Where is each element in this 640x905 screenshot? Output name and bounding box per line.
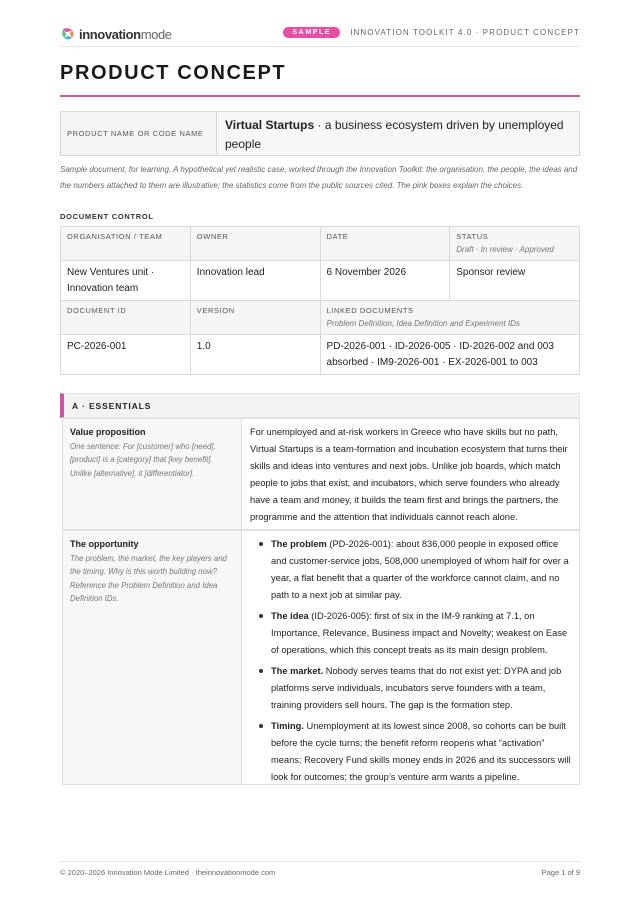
- linked-docs-hint: Problem Definition, Idea Definition and Experiment IDs: [326, 319, 520, 328]
- version-value: 1.0: [190, 335, 320, 375]
- bullet-text: (ID-2026-005): first of six in the IM-9 ranking at 7.1, on Importance, Relevance, Business impact and Novelty; weakest on Ease of operations, which this concept treats as its main design problem.: [271, 611, 568, 655]
- linked-docs-label-text: LINKED DOCUMENTS: [326, 306, 414, 315]
- opportunity-list: [250, 536, 571, 786]
- bullet-text: (PD-2026-001): about 836,000 people in exposed office and customer-service jobs, 508,000 unemployed of whom half for over a year, a flat benefit that a quarter of the workforce cannot claim, and no path to a next job at similar pay.: [271, 539, 569, 600]
- logo-text: [79, 27, 172, 42]
- opportunity-label: The opportunity: [70, 539, 139, 549]
- value-proposition-hint: One sentence: For [customer] who [need], [product] is a [category] that [key benefit]. Unlike [alternative], it [differentiator].: [70, 442, 216, 478]
- footer-divider: [60, 861, 580, 862]
- version-label: VERSION: [190, 301, 320, 335]
- bullet-lead: The problem: [271, 539, 327, 549]
- opportunity-hint: The problem, the market, the key players and the timing. Why is this worth building now? Reference the Problem Definition and Idea Definition IDs.: [70, 554, 227, 604]
- status-options: Draft · In review · Approved: [456, 245, 554, 254]
- bullet-lead: The market.: [271, 666, 324, 676]
- bullet-text: Unemployment at its lowest since 2008, so cohorts can be built before the cycle turns; the benefit reform reopens what “activation” means; Recovery Fund skills money ends in 2026 and its successors will look for outcomes; the group’s venture arm wants a pipeline.: [271, 721, 571, 782]
- header-right: [283, 27, 580, 38]
- linked-docs-label: [320, 301, 579, 335]
- logo-brand-bold: innovation: [79, 26, 141, 42]
- product-name-value: [217, 112, 579, 155]
- org-label: ORGANISATION / TEAM: [61, 227, 191, 261]
- status-value: Sponsor review: [450, 261, 580, 301]
- sample-badge: SAMPLE: [283, 27, 340, 38]
- header-divider: [60, 46, 580, 47]
- product-name-box: [60, 111, 580, 156]
- table-row: [61, 261, 580, 301]
- section-a-header: [60, 393, 580, 418]
- status-label: [450, 227, 580, 261]
- product-name: Virtual Startups: [225, 118, 315, 132]
- value-proposition-text: For unemployed and at-risk workers in Greece who have skills but no path, Virtual Startups is a team-formation and incubation ecosystem that turns their skills and ideas into ventures and next jobs. Unlike job boards, which match people to jobs that exist, and incubators, which serve founders who already have a team and money, it builds the team first and brings the partners, the programme and the attention that individuals cannot reach alone.: [250, 427, 568, 522]
- product-name-separator: ·: [314, 118, 325, 132]
- opportunity-content: [242, 531, 579, 784]
- doc-id-label: DOCUMENT ID: [61, 301, 191, 335]
- product-tagline: a business ecosystem driven by unemployed people: [225, 118, 564, 151]
- org-value: New Ventures unit · Innovation team: [61, 261, 191, 301]
- document-control-heading: DOCUMENT CONTROL: [60, 212, 154, 221]
- title-rule: [60, 95, 580, 97]
- footer-copyright: © 2020–2026 Innovation Mode Limited · theinnovationmode.com: [60, 868, 276, 877]
- logo-icon: [60, 26, 76, 42]
- doc-id-value: PC-2026-001: [61, 335, 191, 375]
- value-proposition-label: Value proposition: [70, 427, 146, 437]
- table-row: [61, 335, 580, 375]
- list-item: [250, 718, 571, 786]
- status-label-text: STATUS: [456, 232, 489, 241]
- opportunity-label-cell: [63, 531, 242, 784]
- logo: [60, 24, 172, 44]
- page-title: PRODUCT CONCEPT: [60, 62, 287, 84]
- toolkit-label: INNOVATION TOOLKIT 4.0 · PRODUCT CONCEPT: [350, 28, 580, 37]
- table-row: [61, 227, 580, 261]
- bullet-lead: Timing.: [271, 721, 304, 731]
- list-item: [250, 663, 571, 714]
- date-label: DATE: [320, 227, 450, 261]
- value-proposition-row: [62, 418, 580, 530]
- bullet-text: Nobody serves teams that do not exist yet: DYPA and job platforms serve individuals, incubators serve founders with a team, training providers sell hours. The gap is the formation step.: [271, 666, 562, 710]
- section-a-title: A · ESSENTIALS: [72, 401, 152, 411]
- owner-value: Innovation lead: [190, 261, 320, 301]
- list-item: [250, 608, 571, 659]
- value-proposition-label-cell: [63, 419, 242, 529]
- linked-docs-value: PD-2026-001 · ID-2026-005 · ID-2026-002 and 003 absorbed · IM9-2026-001 · EX-2026-001 to 003: [320, 335, 579, 375]
- top-header: [60, 24, 580, 44]
- list-item: [250, 536, 571, 604]
- date-value: 6 November 2026: [320, 261, 450, 301]
- table-row: [61, 301, 580, 335]
- document-control-table: [60, 226, 580, 375]
- opportunity-row: [62, 530, 580, 785]
- owner-label: OWNER: [190, 227, 320, 261]
- logo-brand-light: mode: [140, 26, 172, 42]
- product-name-label: PRODUCT NAME OR CODE NAME: [61, 112, 217, 155]
- page-number: Page 1 of 9: [541, 868, 580, 877]
- intro-note: Sample document, for learning. A hypothetical yet realistic case, worked through the Innovation Toolkit: the organisation, the people, the ideas and the numbers attached to them are illustrative; the statistics come from the public sources cited. The pink boxes explain the choices.: [60, 165, 578, 190]
- bullet-lead: The idea: [271, 611, 309, 621]
